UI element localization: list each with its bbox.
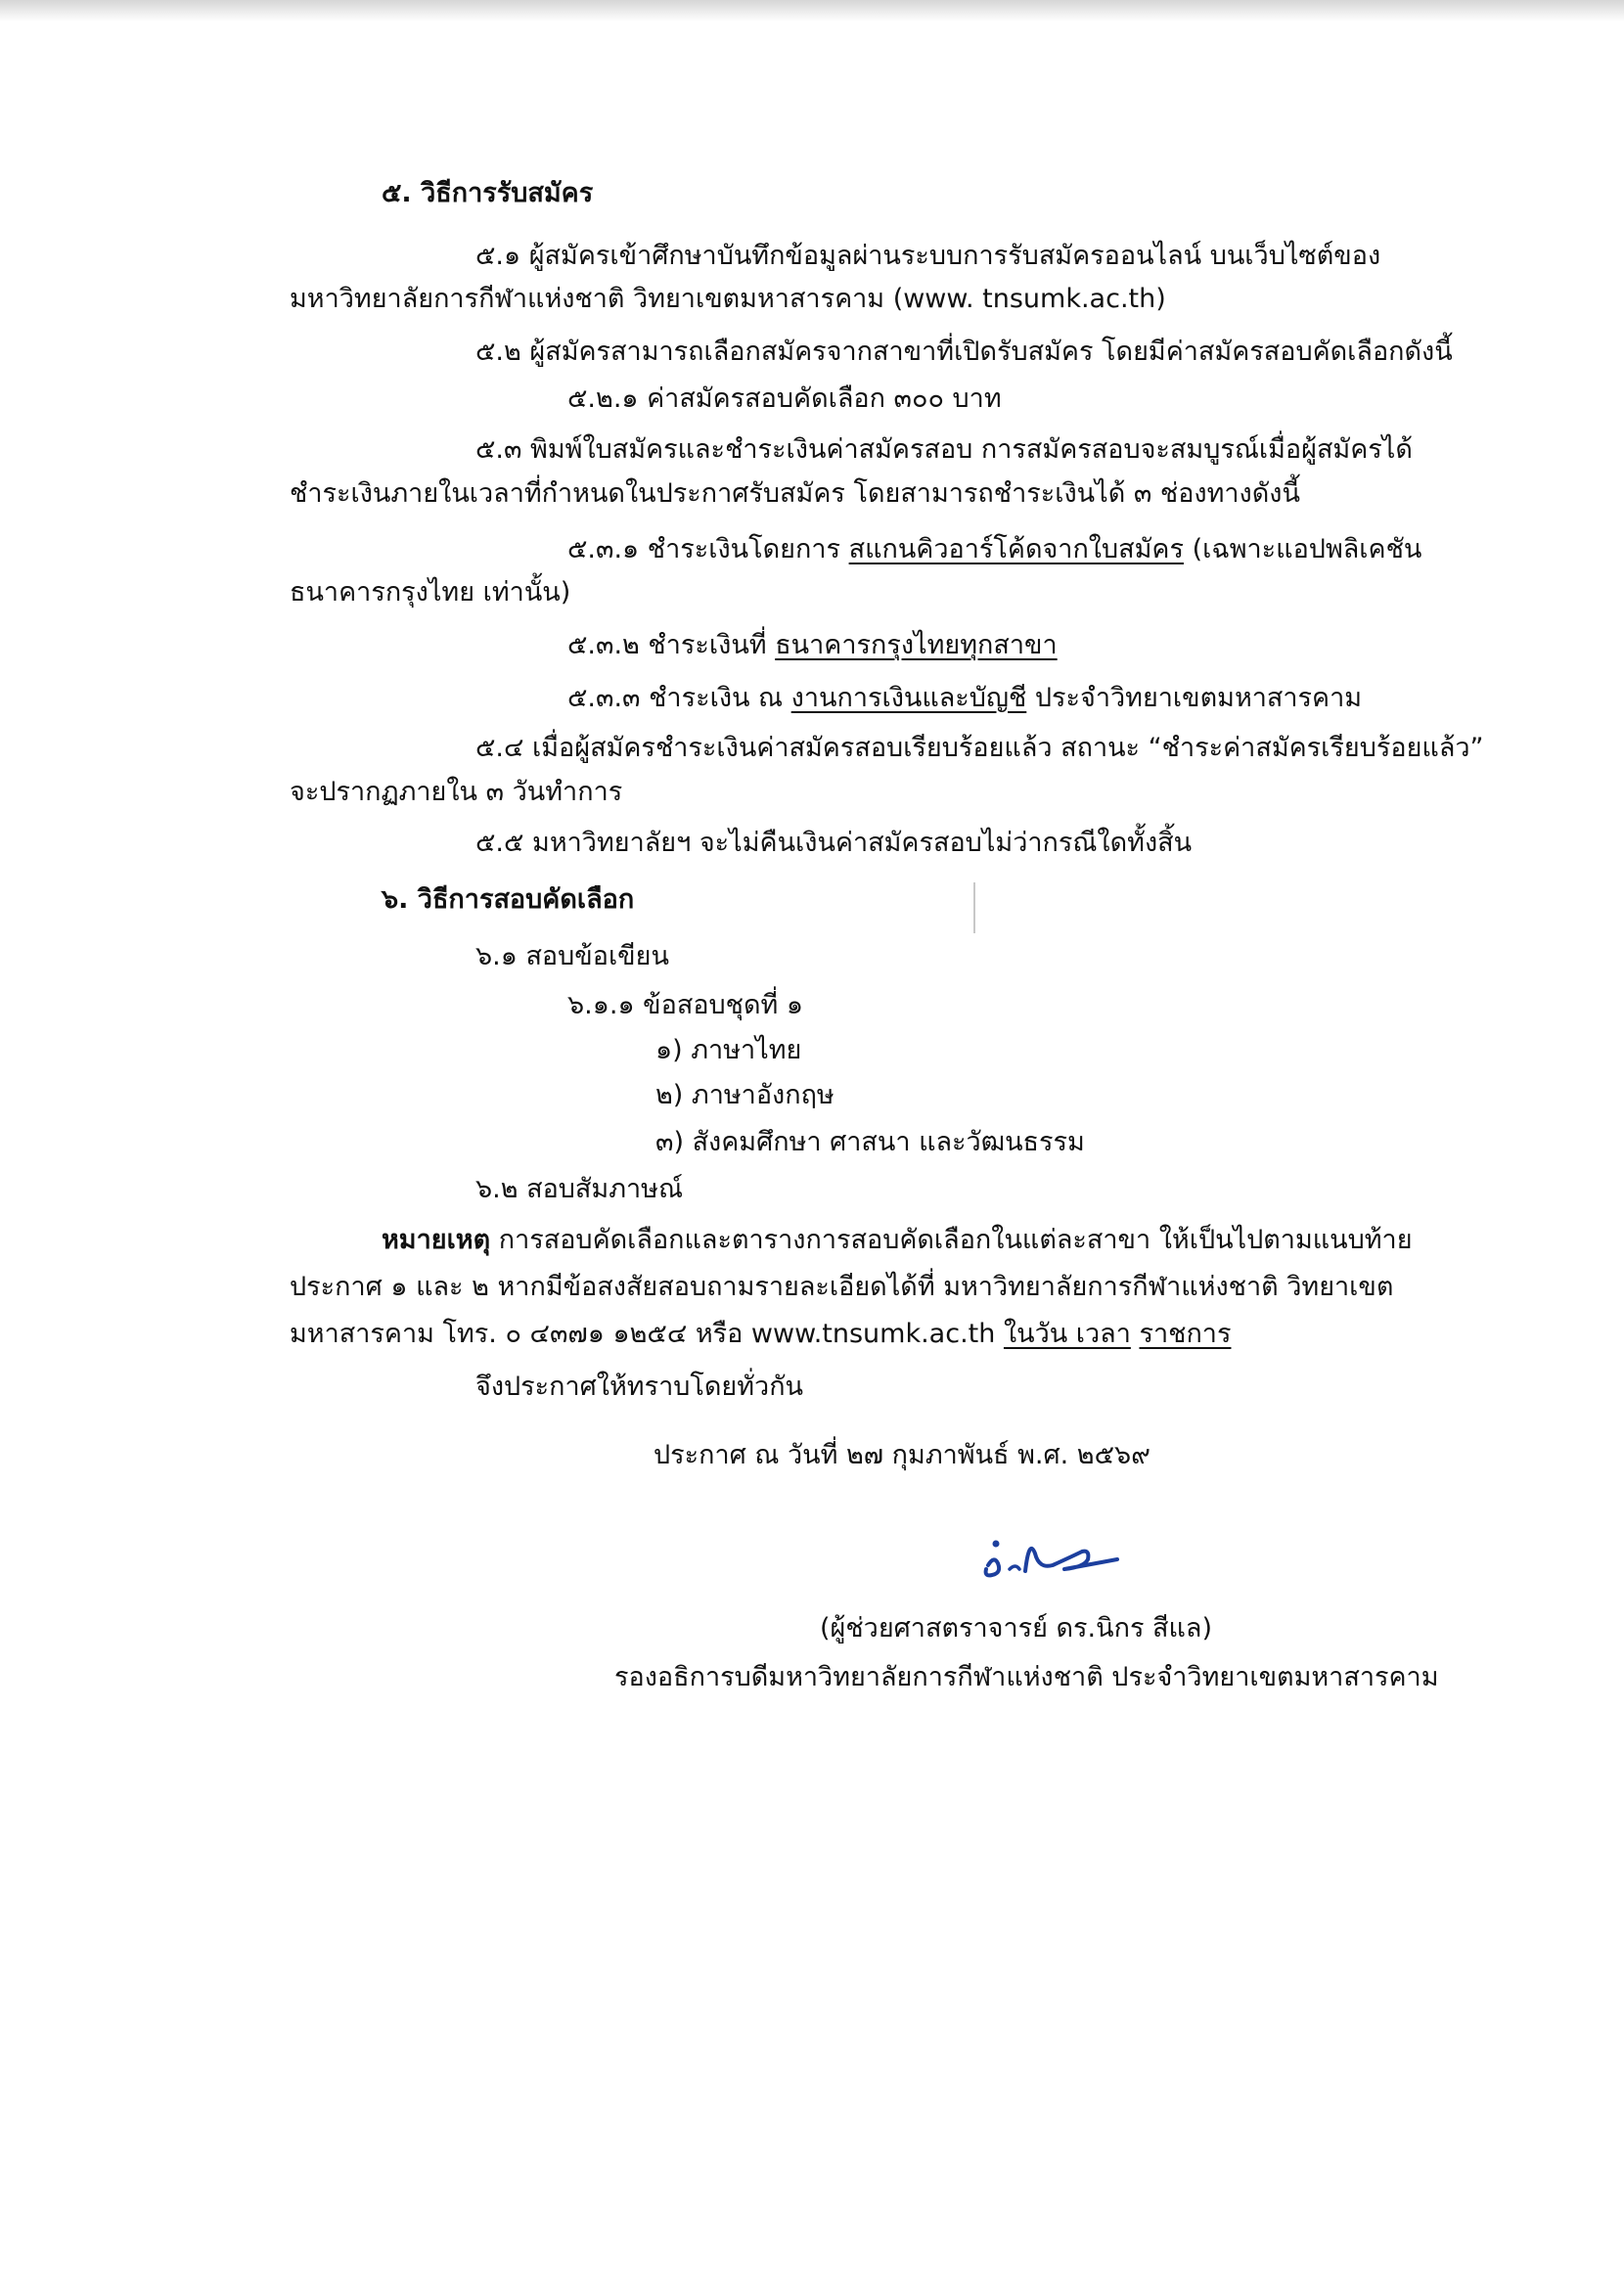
- section-6-heading: ๖. วิธีการสอบคัดเลือก: [382, 884, 635, 915]
- item-5-3-line1: ๕.๓ พิมพ์ใบสมัครและชำระเงินค่าสมัครสอบ การสมัครสอบจะสมบูรณ์เมื่อผู้สมัครได้: [475, 434, 1413, 465]
- note-text-1: การสอบคัดเลือกและตารางการสอบคัดเลือกในแต่ละสาขา ให้เป็นไปตามแนบท้าย: [490, 1225, 1413, 1255]
- item-5-5: ๕.๕ มหาวิทยาลัยฯ จะไม่คืนเงินค่าสมัครสอบไม่ว่ากรณีใดทั้งสิ้น: [475, 828, 1193, 858]
- note-underlined-1: ในวัน เวลา: [1003, 1319, 1131, 1349]
- note-label: หมายเหตุ: [382, 1225, 491, 1255]
- announcement-date: ประกาศ ณ วันที่ ๒๗ กุมภาพันธ์ พ.ศ. ๒๕๖๙: [654, 1440, 1150, 1470]
- signer-title: รองอธิการบดีมหาวิทยาลัยการกีฬาแห่งชาติ ประจำวิทยาเขตมหาสารคาม: [614, 1662, 1439, 1692]
- note-text-3: มหาสารคาม โทร. ๐ ๔๓๗๑ ๑๒๕๔ หรือ www.tnsumk.ac.th: [290, 1319, 1004, 1349]
- subject-3: ๓) สังคมศึกษา ศาสนา และวัฒนธรรม: [655, 1127, 1085, 1157]
- item-5-3-1-prefix: ๕.๓.๑ ชำระเงินโดยการ: [567, 534, 849, 564]
- item-5-2-1: ๕.๒.๑ ค่าสมัครสอบคัดเลือก ๓๐๐ บาท: [567, 383, 1002, 414]
- item-5-4-line1: ๕.๔ เมื่อผู้สมัครชำระเงินค่าสมัครสอบเรียบร้อยแล้ว สถานะ “ชำระค่าสมัครเรียบร้อยแล้ว”: [475, 733, 1484, 763]
- item-5-3-3-prefix: ๕.๓.๓ ชำระเงิน ณ: [567, 683, 791, 713]
- item-5-3-3: [567, 679, 1362, 718]
- item-5-3-1: [567, 530, 1421, 569]
- item-5-3-1-underlined: สแกนคิวอาร์โค้ดจากใบสมัคร: [848, 534, 1184, 564]
- signature-icon: [980, 1526, 1127, 1595]
- item-6-2: ๖.๒ สอบสัมภาษณ์: [475, 1174, 684, 1204]
- item-6-1-1: ๖.๑.๑ ข้อสอบชุดที่ ๑: [567, 990, 804, 1020]
- subject-1: ๑) ภาษาไทย: [655, 1035, 802, 1065]
- subject-2: ๒) ภาษาอังกฤษ: [655, 1080, 835, 1110]
- note-line1: [382, 1221, 1413, 1260]
- item-5-3-3-suffix: ประจำวิทยาเขตมหาสารคาม: [1026, 683, 1363, 713]
- item-5-3-3-underlined: งานการเงินและบัญชี: [790, 683, 1027, 713]
- scan-edge-shadow: [0, 0, 1624, 22]
- note-underlined-2: ราชการ: [1139, 1319, 1232, 1349]
- item-6-1: ๖.๑ สอบข้อเขียน: [475, 941, 669, 971]
- item-5-3-1-line2: ธนาคารกรุงไทย เท่านั้น): [290, 577, 571, 608]
- item-5-2: ๕.๒ ผู้สมัครสามารถเลือกสมัครจากสาขาที่เปิดรับสมัคร โดยมีค่าสมัครสอบคัดเลือกดังนี้: [475, 337, 1453, 367]
- item-5-1-line1: ๕.๑ ผู้สมัครเข้าศึกษาบันทึกข้อมูลผ่านระบบการรับสมัครออนไลน์ บนเว็บไซต์ของ: [475, 241, 1381, 271]
- closing-statement: จึงประกาศให้ทราบโดยทั่วกัน: [475, 1372, 803, 1402]
- signer-name: (ผู้ช่วยศาสตราจารย์ ดร.นิกร สีแล): [820, 1613, 1212, 1643]
- item-5-3-1-suffix: (เฉพาะแอปพลิเคชัน: [1183, 534, 1422, 564]
- item-5-3-2-underlined: ธนาคารกรุงไทยทุกสาขา: [775, 630, 1058, 660]
- section-5-heading: ๕. วิธีการรับสมัคร: [382, 178, 594, 208]
- scan-mark: [973, 882, 975, 933]
- item-5-1-line2: มหาวิทยาลัยการกีฬาแห่งชาติ วิทยาเขตมหาสารคาม (www. tnsumk.ac.th): [290, 284, 1166, 314]
- note-line2: ประกาศ ๑ และ ๒ หากมีข้อสงสัยสอบถามรายละเอียดได้ที่ มหาวิทยาลัยการกีฬาแห่งชาติ วิทยาเขต: [290, 1272, 1394, 1302]
- item-5-3-2: [567, 626, 1058, 665]
- item-5-3-2-prefix: ๕.๓.๒ ชำระเงินที่: [567, 630, 776, 660]
- note-line3: [290, 1315, 1231, 1354]
- item-5-3-line2: ชำระเงินภายในเวลาที่กำหนดในประกาศรับสมัคร โดยสามารถชำระเงินได้ ๓ ช่องทางดังนี้: [290, 478, 1300, 509]
- item-5-4-line2: จะปรากฏภายใน ๓ วันทำการ: [290, 777, 623, 807]
